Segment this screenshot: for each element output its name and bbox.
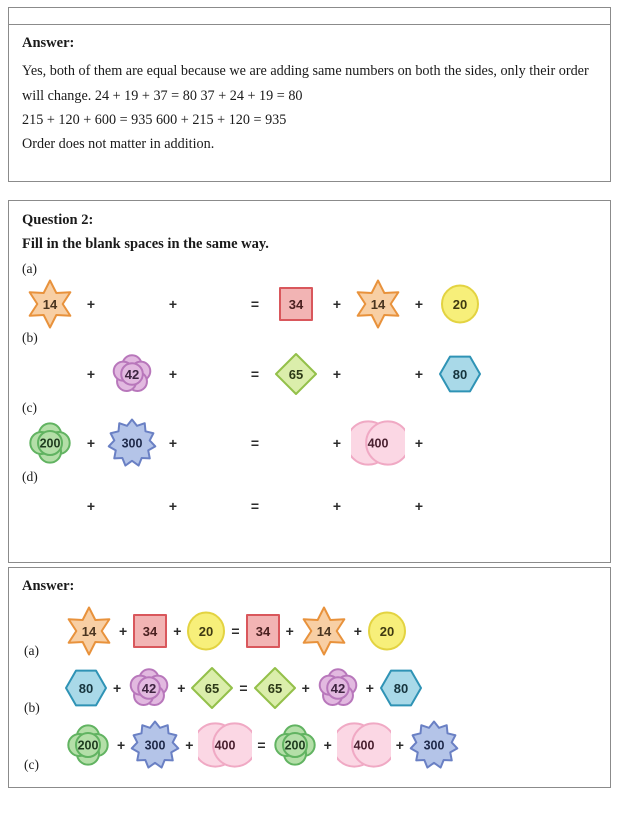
svg-text:65: 65 <box>288 366 304 382</box>
svg-text:400: 400 <box>353 738 375 753</box>
equation-row <box>22 348 597 400</box>
equals-operator: = <box>250 498 260 514</box>
shape-diamond <box>253 666 297 710</box>
plus-operator: + <box>168 498 178 514</box>
shape-diamond <box>274 352 318 396</box>
shape-token-hexagon <box>64 666 108 710</box>
shape-double <box>337 718 391 772</box>
plus-operator: + <box>365 679 374 696</box>
plus-operator: + <box>414 434 424 451</box>
svg-text:20: 20 <box>199 623 214 639</box>
svg-text:14: 14 <box>42 297 58 313</box>
answer-row-label: (c) <box>24 756 39 772</box>
shape-token-cloud <box>64 721 112 769</box>
blank-answer-slot[interactable] <box>350 483 406 529</box>
plus-operator: + <box>113 679 122 696</box>
shape-flower <box>315 665 361 711</box>
plus-operator: + <box>168 434 178 451</box>
question-row-label: (c) <box>22 399 37 415</box>
answer-equation-row <box>64 659 423 716</box>
top-empty-strip <box>8 7 611 25</box>
shape-token-flower <box>104 351 160 397</box>
shape-token-burst <box>104 418 160 468</box>
blank-answer-slot[interactable] <box>104 281 160 327</box>
svg-text:80: 80 <box>78 680 94 696</box>
shape-token-double <box>198 718 252 772</box>
shape-token-square <box>245 613 281 649</box>
shape-flower <box>109 351 155 397</box>
shape-token-flower <box>126 665 172 711</box>
shape-cloud <box>26 419 74 467</box>
shape-token-double <box>337 718 391 772</box>
svg-text:20: 20 <box>379 623 395 639</box>
shape-token-flower <box>315 665 361 711</box>
shape-circle <box>186 611 226 651</box>
shape-hexagon <box>64 666 108 710</box>
answer-line: Yes, both of them are equal because we are adding same numbers on both the sides, only their order will change. 24 + 19 + 37 = 80 37 + 24 + 19 = 80 <box>22 63 589 104</box>
plus-operator: + <box>332 434 342 451</box>
shape-token-circle <box>367 611 407 651</box>
svg-text:42: 42 <box>330 680 345 696</box>
svg-text:200: 200 <box>39 436 61 451</box>
svg-text:34: 34 <box>288 297 304 313</box>
blank-answer-slot[interactable] <box>104 483 160 529</box>
shape-token-hexagon <box>432 352 488 396</box>
plus-operator: + <box>414 498 424 514</box>
equation-row <box>22 278 597 330</box>
answer-equation-row <box>64 716 459 773</box>
answer-line: Order does not matter in addition. <box>22 136 215 153</box>
svg-text:300: 300 <box>423 738 445 753</box>
svg-text:400: 400 <box>214 738 236 753</box>
equals-operator: = <box>239 679 248 696</box>
answer-row <box>22 659 597 716</box>
svg-text:42: 42 <box>124 366 140 382</box>
question-row-label: (b) <box>22 330 38 346</box>
shape-token-diamond <box>253 666 297 710</box>
shape-diamond <box>190 666 234 710</box>
shape-token-double <box>350 416 406 470</box>
question-row-label: (a) <box>22 261 37 277</box>
answer-row-label: (b) <box>24 699 40 715</box>
plus-operator: + <box>285 622 294 639</box>
shape-cloud <box>271 721 319 769</box>
svg-text:65: 65 <box>267 680 282 696</box>
plus-operator: + <box>332 498 342 514</box>
shape-circle <box>440 284 480 324</box>
answer-line: 215 + 120 + 600 = 935 600 + 215 + 120 = 935 <box>22 111 287 128</box>
shape-hexagon <box>438 352 482 396</box>
plus-operator: + <box>86 365 96 382</box>
svg-text:20: 20 <box>452 297 468 313</box>
blank-answer-slot[interactable] <box>186 351 242 397</box>
plus-operator: + <box>119 622 128 639</box>
shape-burst <box>130 720 180 770</box>
plus-operator: + <box>117 736 126 753</box>
answer-row <box>22 602 597 659</box>
blank-answer-slot[interactable] <box>22 483 78 529</box>
shape-circle <box>367 611 407 651</box>
shape-token-diamond <box>190 666 234 710</box>
blank-answer-slot[interactable] <box>22 351 78 397</box>
shape-token-circle <box>186 611 226 651</box>
shape-square <box>278 286 314 322</box>
question-title: Question 2: <box>22 212 94 228</box>
equation-row <box>22 417 597 469</box>
blank-answer-slot[interactable] <box>186 281 242 327</box>
plus-operator: + <box>86 498 96 514</box>
blank-answer-slot[interactable] <box>268 483 324 529</box>
shape-burst <box>409 720 459 770</box>
shape-double <box>351 416 405 470</box>
plus-operator: + <box>414 365 424 382</box>
plus-operator: + <box>185 736 194 753</box>
shape-token-star6 <box>22 279 78 329</box>
plus-operator: + <box>86 296 96 313</box>
answer-heading: Answer: <box>22 578 75 594</box>
shape-square <box>245 613 281 649</box>
plus-operator: + <box>168 365 178 382</box>
svg-text:42: 42 <box>141 680 157 696</box>
shape-token-circle <box>432 284 488 324</box>
blank-answer-slot[interactable] <box>432 483 488 529</box>
equals-operator: = <box>250 365 260 382</box>
shape-token-burst <box>130 720 180 770</box>
plus-operator: + <box>168 296 178 313</box>
shape-token-square <box>268 286 324 322</box>
plus-operator: + <box>177 679 186 696</box>
svg-text:200: 200 <box>77 738 99 753</box>
shape-star6 <box>64 606 114 656</box>
shape-token-star6 <box>299 606 349 656</box>
shape-cloud <box>64 721 112 769</box>
svg-text:80: 80 <box>393 680 409 696</box>
shape-token-cloud <box>271 721 319 769</box>
shape-double <box>198 718 252 772</box>
equation-row <box>22 486 597 526</box>
svg-text:34: 34 <box>142 623 158 639</box>
answer-panel-question-2 <box>8 567 611 788</box>
equals-operator: = <box>257 736 266 753</box>
answer-panel-question-1 <box>8 25 611 182</box>
shape-token-hexagon <box>379 666 423 710</box>
equals-operator: = <box>231 622 240 639</box>
svg-text:65: 65 <box>205 680 220 696</box>
svg-text:14: 14 <box>316 623 331 639</box>
plus-operator: + <box>332 365 342 382</box>
svg-text:34: 34 <box>255 623 270 639</box>
shape-flower <box>126 665 172 711</box>
shape-burst <box>107 418 157 468</box>
answer-heading: Answer: <box>22 35 75 51</box>
svg-text:200: 200 <box>284 738 305 753</box>
shape-token-star6 <box>64 606 114 656</box>
worksheet-page <box>0 7 619 817</box>
shape-star6 <box>353 279 403 329</box>
blank-answer-slot[interactable] <box>350 351 406 397</box>
question-row-label: (d) <box>22 468 38 484</box>
plus-operator: + <box>414 296 424 313</box>
plus-operator: + <box>301 679 310 696</box>
plus-operator: + <box>353 622 362 639</box>
equals-operator: = <box>250 434 260 451</box>
blank-answer-slot[interactable] <box>268 420 324 466</box>
svg-text:14: 14 <box>370 297 386 313</box>
svg-text:80: 80 <box>452 366 468 382</box>
shape-star6 <box>299 606 349 656</box>
shape-token-burst <box>409 720 459 770</box>
blank-answer-slot[interactable] <box>432 420 488 466</box>
plus-operator: + <box>86 434 96 451</box>
plus-operator: + <box>332 296 342 313</box>
equals-operator: = <box>250 296 260 313</box>
question-2-panel <box>8 200 611 563</box>
answer-row <box>22 716 597 773</box>
svg-text:14: 14 <box>81 623 97 639</box>
blank-answer-slot[interactable] <box>186 420 242 466</box>
plus-operator: + <box>395 736 404 753</box>
svg-text:400: 400 <box>367 436 389 451</box>
answer-equation-row <box>64 602 407 659</box>
plus-operator: + <box>173 622 182 639</box>
plus-operator: + <box>323 736 332 753</box>
question-rows-container <box>22 261 597 526</box>
answer-rows-container <box>22 602 597 773</box>
shape-token-cloud <box>22 419 78 467</box>
shape-token-star6 <box>350 279 406 329</box>
shape-token-diamond <box>268 352 324 396</box>
blank-answer-slot[interactable] <box>186 483 242 529</box>
shape-star6 <box>25 279 75 329</box>
answer-row-label: (a) <box>24 642 39 658</box>
shape-hexagon <box>379 666 423 710</box>
panel-gap <box>8 182 611 200</box>
svg-text:300: 300 <box>144 738 166 753</box>
svg-text:300: 300 <box>121 436 143 451</box>
question-instruction: Fill in the blank spaces in the same way. <box>22 236 269 253</box>
shape-token-square <box>132 613 168 649</box>
shape-square <box>132 613 168 649</box>
